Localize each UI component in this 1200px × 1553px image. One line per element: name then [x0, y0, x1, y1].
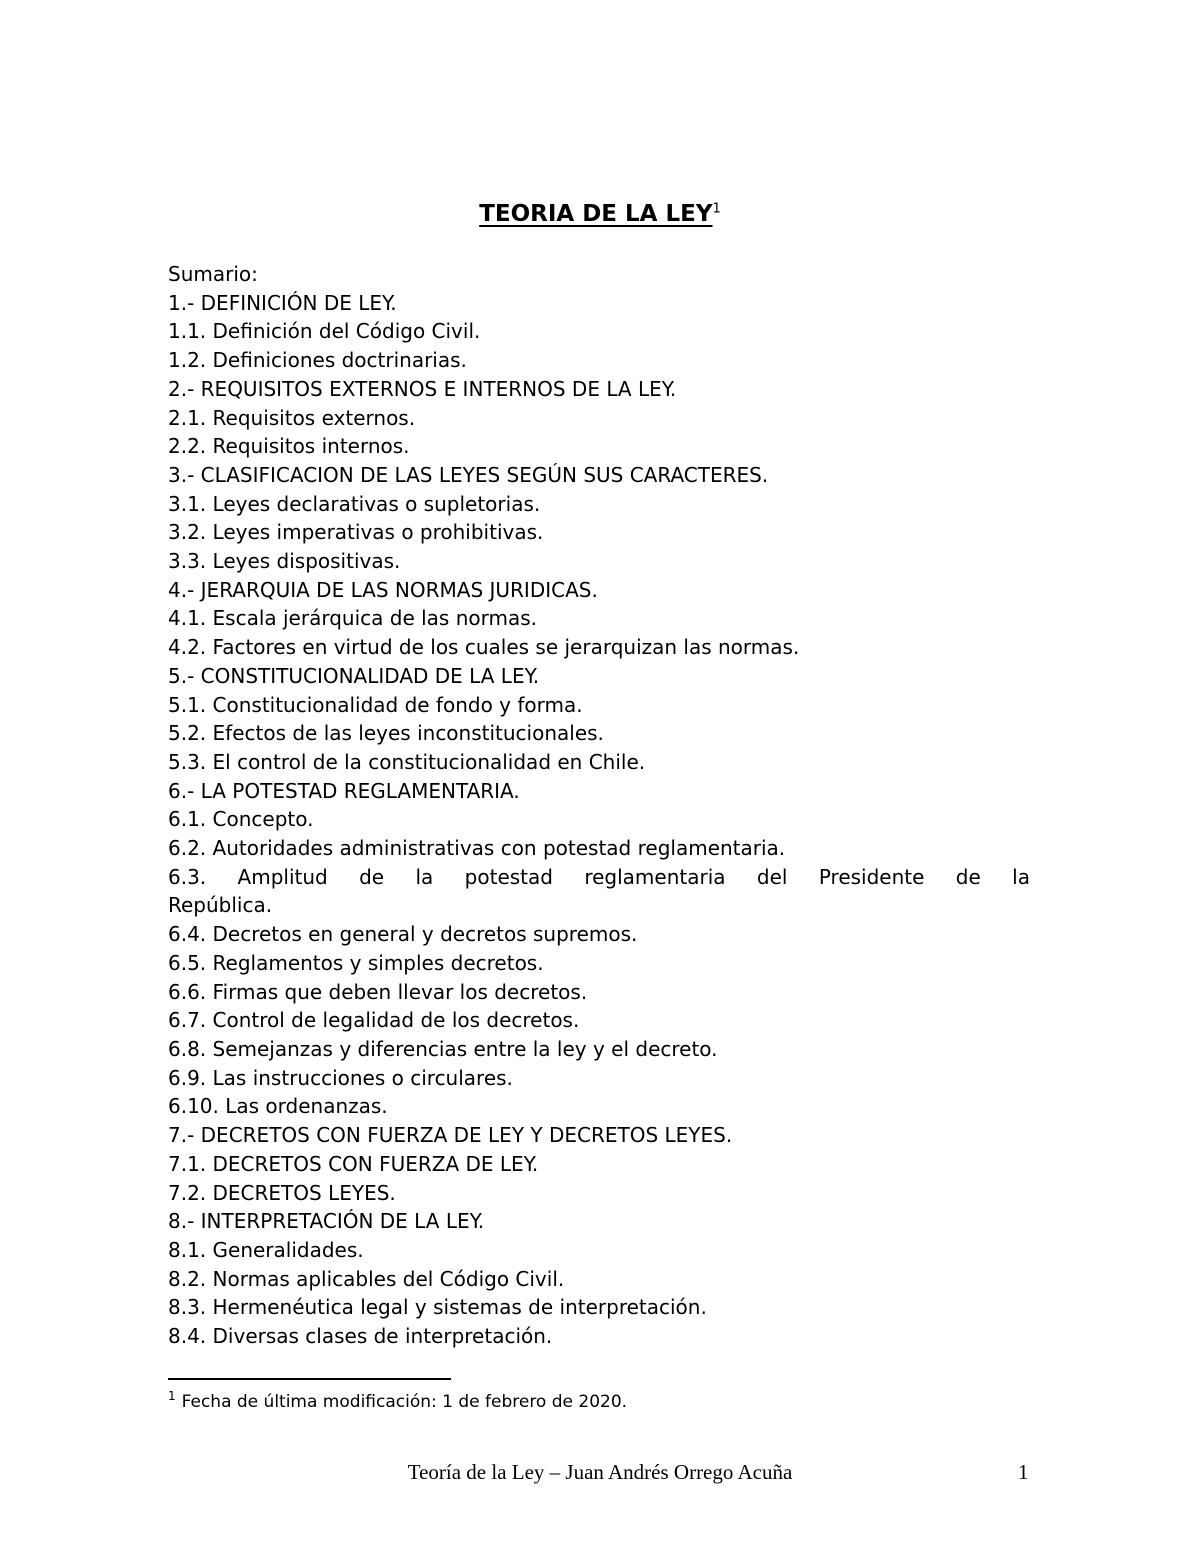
toc-item: 6.6. Firmas que deben llevar los decretos.: [168, 979, 588, 1004]
footnote-text: Fecha de última modificación: 1 de febrero de 2020.: [181, 1392, 628, 1412]
document-title: [0, 196, 1200, 232]
toc-item: 8.3. Hermenéutica legal y sistemas de interpretación.: [168, 1295, 707, 1320]
footnote: [168, 1390, 627, 1414]
toc-item: 2.1. Requisitos externos.: [168, 405, 416, 430]
toc-item: 3.2. Leyes imperativas o prohibitivas.: [168, 520, 544, 545]
toc-item: 6.1. Concepto.: [168, 807, 314, 832]
toc-item: 8.4. Diversas clases de interpretación.: [168, 1324, 553, 1349]
toc-item: 1.1. Definición del Código Civil.: [168, 319, 481, 344]
toc-item: 5.1. Constitucionalidad de fondo y forma.: [168, 692, 583, 717]
page-footer: Teoría de la Ley – Juan Andrés Orrego Acuña: [407, 1460, 793, 1484]
toc-item: 8.- INTERPRETACIÓN DE LA LEY.: [168, 1209, 485, 1234]
toc-item: República.: [168, 893, 273, 918]
toc-item: 6.7. Control de legalidad de los decretos.: [168, 1008, 580, 1033]
toc-item: 6.5. Reglamentos y simples decretos.: [168, 950, 544, 975]
table-of-contents: [168, 260, 1030, 1351]
toc-item: 4.2. Factores en virtud de los cuales se jerarquizan las normas.: [168, 635, 800, 660]
toc-item: 7.- DECRETOS CON FUERZA DE LEY Y DECRETOS LEYES.: [168, 1123, 733, 1148]
toc-item: 4.- JERARQUIA DE LAS NORMAS JURIDICAS.: [168, 577, 598, 602]
toc-item: 6.- LA POTESTAD REGLAMENTARIA.: [168, 778, 520, 803]
footnote-marker: 1: [168, 1389, 176, 1404]
toc-item: 6.10. Las ordenanzas.: [168, 1094, 388, 1119]
toc-item: 6.4. Decretos en general y decretos supremos.: [168, 922, 638, 947]
toc-item: 5.3. El control de la constitucionalidad en Chile.: [168, 749, 646, 774]
footnote-separator: [168, 1378, 451, 1380]
toc-item: 8.2. Normas aplicables del Código Civil.: [168, 1266, 565, 1291]
toc-item: 5.2. Efectos de las leyes inconstitucionales.: [168, 721, 604, 746]
page-number: 1: [1018, 1460, 1029, 1484]
toc-item: 7.2. DECRETOS LEYES.: [168, 1180, 396, 1205]
toc-item: 6.2. Autoridades administrativas con potestad reglamentaria.: [168, 836, 786, 861]
toc-item: 6.9. Las instrucciones o circulares.: [168, 1065, 513, 1090]
toc-item: 2.2. Requisitos internos.: [168, 434, 410, 459]
toc-item: 1.- DEFINICIÓN DE LEY.: [168, 290, 397, 315]
toc-item: 3.- CLASIFICACION DE LAS LEYES SEGÚN SUS CARACTERES.: [168, 462, 769, 487]
toc-item: 5.- CONSTITUCIONALIDAD DE LA LEY.: [168, 663, 540, 688]
toc-item: 8.1. Generalidades.: [168, 1237, 364, 1262]
toc-item: 7.1. DECRETOS CON FUERZA DE LEY.: [168, 1151, 539, 1176]
toc-item: 3.1. Leyes declarativas o supletorias.: [168, 491, 541, 516]
document-title-text: TEORIA DE LA LEY: [479, 201, 713, 227]
summary-heading: Sumario:: [168, 262, 258, 286]
toc-item: 3.3. Leyes dispositivas.: [168, 549, 401, 574]
title-footnote-ref[interactable]: 1: [712, 201, 721, 217]
toc-item: 6.3. Amplitud de la potestad reglamentaria del Presidente de la: [168, 864, 1030, 889]
toc-item: 6.8. Semejanzas y diferencias entre la ley y el decreto.: [168, 1036, 718, 1061]
toc-item: 1.2. Definiciones doctrinarias.: [168, 348, 467, 373]
toc-item: 4.1. Escala jerárquica de las normas.: [168, 606, 537, 631]
toc-item: 2.- REQUISITOS EXTERNOS E INTERNOS DE LA LEY.: [168, 376, 677, 401]
